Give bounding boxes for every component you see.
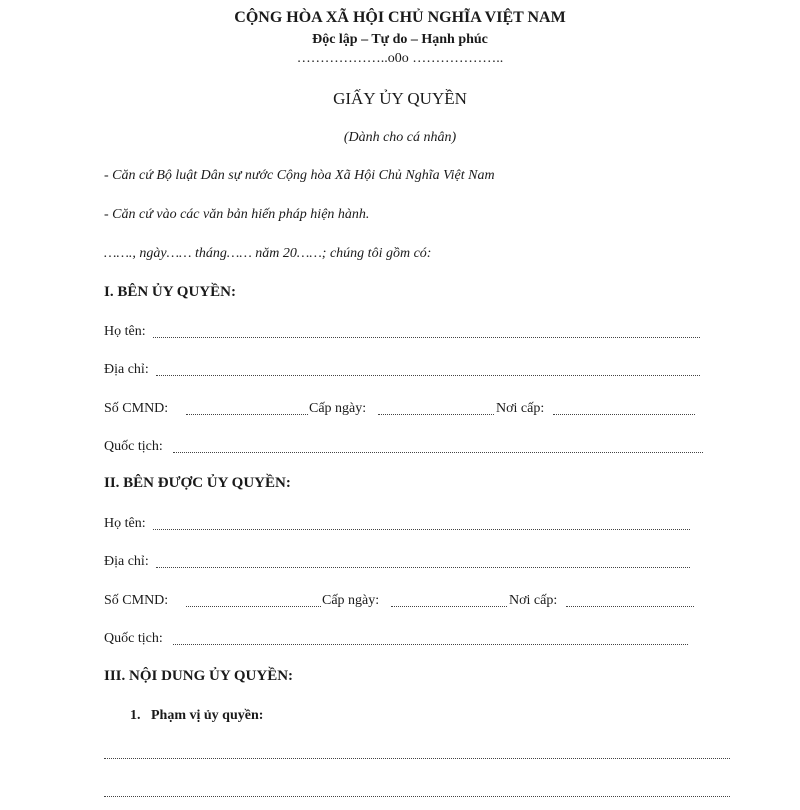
- grantee-issue-date-field[interactable]: [391, 606, 507, 607]
- document-title: GIẤY ỦY QUYỀN: [333, 89, 467, 108]
- grantee-issue-place-label: Nơi cấp:: [509, 593, 558, 608]
- grantor-issue-place-label: Nơi cấp:: [496, 401, 545, 416]
- grantee-id-field[interactable]: [186, 606, 321, 607]
- grantor-id-label: Số CMND:: [104, 401, 169, 416]
- grantee-name-label: Họ tên:: [104, 516, 146, 531]
- grantee-issue-date-label: Cấp ngày:: [322, 593, 380, 608]
- section-3-heading: III. NỘI DUNG ỦY QUYỀN:: [104, 668, 294, 684]
- grantor-issue-date-label: Cấp ngày:: [309, 401, 367, 416]
- grantee-nationality-label: Quốc tịch:: [104, 631, 163, 646]
- grantor-issue-place-field[interactable]: [553, 414, 695, 415]
- grantor-address-label: Địa chỉ:: [104, 362, 149, 377]
- grantor-address-field[interactable]: [156, 375, 700, 376]
- date-line: ……., ngày…… tháng…… năm 20……; chúng tôi gồm có:: [104, 246, 432, 261]
- grantor-id-field[interactable]: [186, 414, 308, 415]
- grantee-name-field[interactable]: [153, 529, 690, 530]
- grantor-issue-date-field[interactable]: [378, 414, 494, 415]
- grantee-address-field[interactable]: [156, 567, 690, 568]
- section-2-heading: II. BÊN ĐƯỢC ỦY QUYỀN:: [104, 475, 291, 491]
- grantor-name-label: Họ tên:: [104, 324, 146, 339]
- national-motto: Độc lập – Tự do – Hạnh phúc: [312, 32, 488, 47]
- grantor-nationality-label: Quốc tịch:: [104, 439, 163, 454]
- section-1-heading: I. BÊN ỦY QUYỀN:: [104, 284, 236, 300]
- scope-line-1[interactable]: [104, 758, 730, 759]
- basis-line-2: - Căn cứ vào các văn bản hiến pháp hiện hành.: [104, 207, 370, 222]
- grantee-id-label: Số CMND:: [104, 593, 169, 608]
- grantee-issue-place-field[interactable]: [566, 606, 694, 607]
- country-name: CỘNG HÒA XÃ HỘI CHỦ NGHĨA VIỆT NAM: [234, 9, 566, 26]
- grantee-nationality-field[interactable]: [173, 644, 688, 645]
- header-ornament: ………………..o0o ………………..: [296, 51, 504, 66]
- scope-line-2[interactable]: [104, 796, 730, 797]
- document-subtitle: (Dành cho cá nhân): [343, 130, 457, 145]
- grantee-address-label: Địa chỉ:: [104, 554, 149, 569]
- grantor-name-field[interactable]: [153, 337, 700, 338]
- grantor-nationality-field[interactable]: [173, 452, 703, 453]
- basis-line-1: - Căn cứ Bộ luật Dân sự nước Cộng hòa Xã Hội Chủ Nghĩa Việt Nam: [104, 168, 495, 183]
- scope-item-heading: 1. Phạm vị ủy quyền:: [130, 708, 264, 723]
